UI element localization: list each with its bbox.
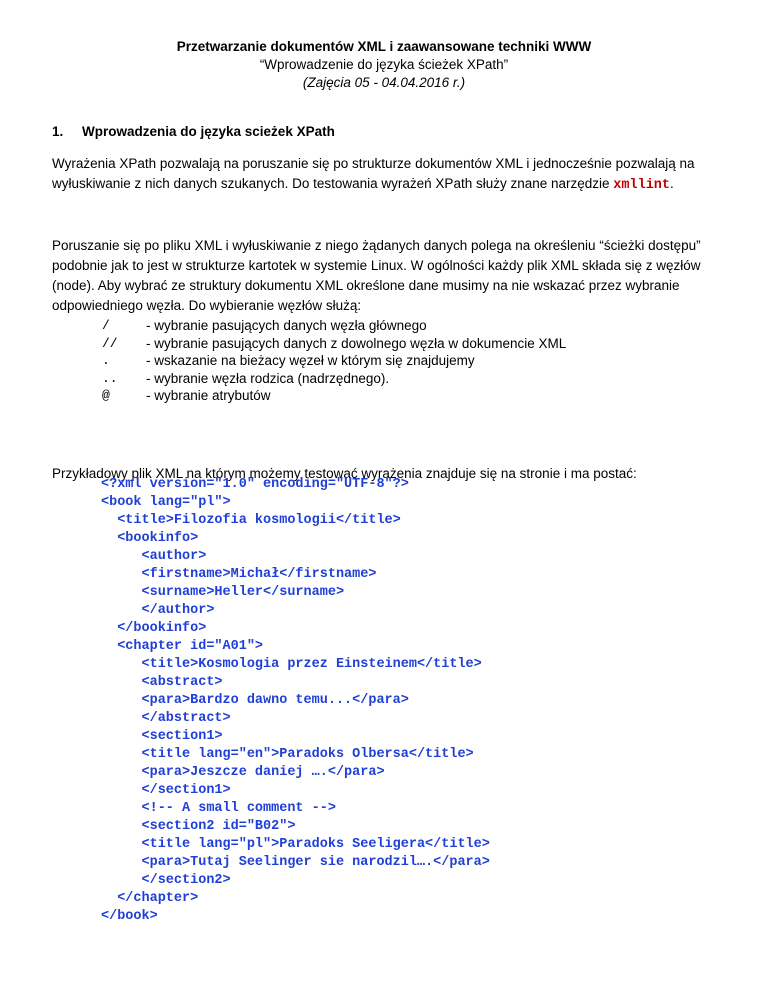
xml-code-line: <chapter id="A01"> [101, 639, 264, 654]
xml-code-line: </abstract> [101, 711, 231, 726]
xml-code-line: <author> [101, 549, 207, 564]
xml-code-line: </section1> [101, 783, 231, 798]
xml-code-line: <title lang="pl">Paradoks Seeligera</title> [101, 837, 490, 852]
section-number: 1. [52, 124, 64, 139]
xml-code-line: <!-- A small comment --> [101, 801, 336, 816]
xmllint-code: xmllint [613, 178, 671, 193]
section-heading-text: Wprowadzenia do języka scieżek XPath [82, 124, 335, 139]
operator-description: - wybranie węzła rodzica (nadrzędnego). [146, 370, 390, 386]
operator-description: - wybranie pasujących danych węzła głównego [146, 318, 427, 333]
xml-code-line: <bookinfo> [101, 531, 199, 546]
xml-code-line: <title>Filozofia kosmologii</title> [101, 513, 401, 528]
operator-description: - wybranie pasujących danych z dowolnego węzła w dokumencie XML [146, 335, 567, 351]
xml-code-line: <section2 id="B02"> [101, 819, 296, 834]
xml-code-line: </section2> [101, 873, 231, 888]
xml-code-line: </book> [101, 909, 158, 924]
document-date: (Zajęcia 05 - 04.04.2016 r.) [302, 75, 466, 90]
xml-code-line: <firstname>Michał</firstname> [101, 567, 377, 582]
operator-symbol: @ [102, 388, 110, 403]
operator-row [102, 335, 566, 353]
operator-row [102, 370, 566, 388]
operator-description: - wybranie atrybutów [146, 388, 271, 403]
xml-code-line: <abstract> [101, 675, 223, 690]
operators-list [102, 317, 566, 405]
document-header [0, 38, 768, 92]
operator-symbol: // [102, 335, 118, 351]
xml-code-line: <title lang="en">Paradoks Olbersa</title> [101, 747, 474, 762]
xml-code-line: </bookinfo> [101, 621, 207, 636]
operator-symbol: .. [102, 370, 118, 386]
xml-code-line: <?xml version="1.0" encoding="UTF-8"?> [101, 477, 409, 492]
xml-code-block [101, 476, 490, 926]
xml-code-line: <para>Bardzo dawno temu...</para> [101, 693, 409, 708]
xml-code-line: <surname>Heller</surname> [101, 585, 345, 600]
operator-row [102, 352, 566, 370]
operator-row [102, 387, 566, 405]
paragraph-intro [52, 154, 722, 196]
paragraph-intro-text: Wyrażenia XPath pozwalają na poruszanie się po strukturze dokumentów XML i jednocześnie pozwalają na wyłuskiwanie z nich danych szukanych. Do testowania wyrażeń XPath służy znane narzędzie [52, 156, 695, 191]
xml-code-line: <book lang="pl"> [101, 495, 231, 510]
section-heading [52, 124, 335, 139]
operator-row [102, 317, 566, 335]
xml-code-line: <title>Kosmologia przez Einsteinem</title> [101, 657, 482, 672]
xml-code-line: <para>Tutaj Seelinger sie narodzil….</para> [101, 855, 490, 870]
paragraph-nodes: Poruszanie się po pliku XML i wyłuskiwanie z niego żądanych danych polega na określeniu “ścieżki dostępu” podobnie jak to jest w strukturze kartotek w systemie Linux. W ogólności każdy plik XML składa się z węzłów (node). Aby wybrać ze struktury dokumentu XML określone dane musimy na nie wskazać przez wybranie odpowiedniego węzła. Do wybieranie węzłów służą: [52, 238, 701, 313]
paragraph-intro-end: . [670, 176, 674, 191]
operator-description: - wskazanie na bieżacy węzeł w którym się znajdujemy [146, 353, 475, 368]
xml-code-line: <para>Jeszcze daniej ….</para> [101, 765, 385, 780]
xml-code-line: </author> [101, 603, 215, 618]
document-title: Przetwarzanie dokumentów XML i zaawansowane techniki WWW [176, 39, 592, 54]
operator-symbol: . [102, 353, 110, 368]
xml-code-line: </chapter> [101, 891, 199, 906]
document-subtitle: “Wprowadzenie do języka ścieżek XPath” [259, 57, 509, 72]
xml-code-line: <section1> [101, 729, 223, 744]
operator-symbol: / [102, 318, 110, 333]
paragraph-example: Przykładowy plik XML na którym możemy testować wyrażenia znajduje się na stronie i ma postać: [52, 466, 637, 481]
